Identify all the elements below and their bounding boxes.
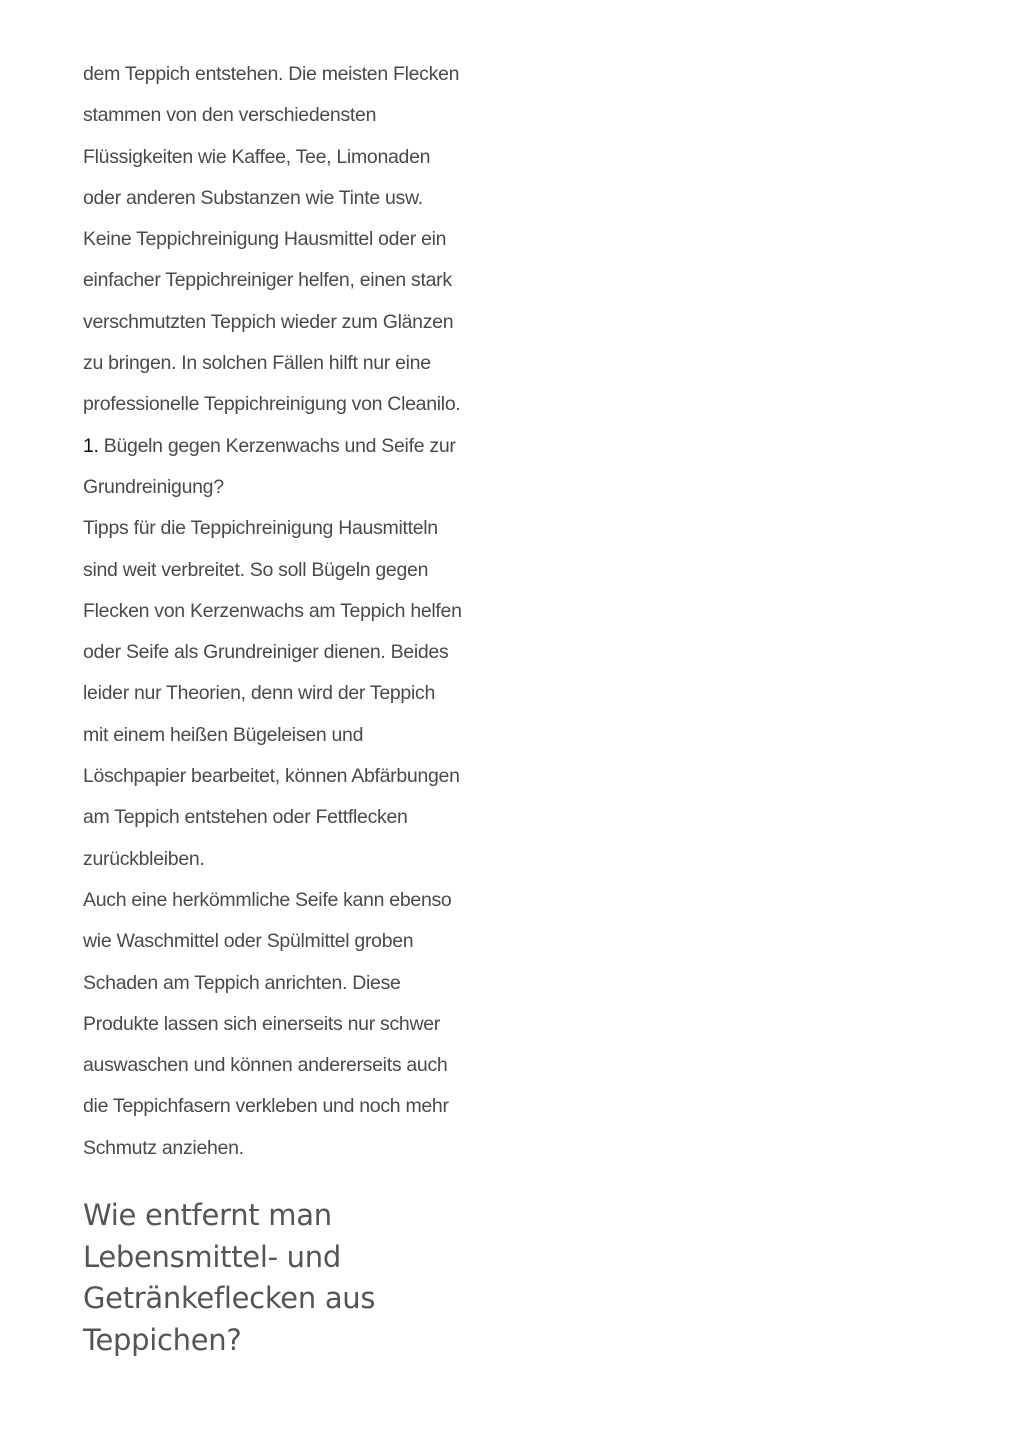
text-line: verschmutzten Teppich wieder zum Glänzen bbox=[83, 310, 454, 333]
text-line: einfacher Teppichreiniger helfen, einen stark bbox=[83, 269, 452, 292]
article-body bbox=[83, 54, 503, 1385]
text-line: Schaden am Teppich anrichten. Diese bbox=[83, 971, 401, 994]
text-line: zurückbleiben. bbox=[83, 847, 205, 870]
text-line: wie Waschmittel oder Spülmittel groben bbox=[83, 930, 414, 953]
text-line: Schmutz anziehen. bbox=[83, 1136, 244, 1159]
text-line: Auch eine herkömmliche Seife kann ebenso bbox=[83, 888, 452, 911]
list-item bbox=[83, 426, 503, 509]
text-line: stammen von den verschiedensten bbox=[83, 104, 377, 127]
text-line: mit einem heißen Bügeleisen und bbox=[83, 723, 364, 746]
text-line: Tipps für die Teppichreinigung Hausmitteln bbox=[83, 517, 438, 540]
text-line: Flecken von Kerzenwachs am Teppich helfen bbox=[83, 599, 462, 622]
heading-line: Teppichen? bbox=[83, 1322, 242, 1357]
text-line: die Teppichfasern verkleben und noch mehr bbox=[83, 1095, 449, 1118]
text-line: auswaschen und können andererseits auch bbox=[83, 1054, 448, 1077]
text-line: Produkte lassen sich einerseits nur schwer bbox=[83, 1012, 440, 1035]
text-line: Keine Teppichreinigung Hausmittel oder ein bbox=[83, 228, 447, 251]
heading-line: Lebensmittel- und bbox=[83, 1239, 341, 1274]
section-heading bbox=[83, 1195, 503, 1361]
text-line: sind weit verbreitet. So soll Bügeln gegen bbox=[83, 558, 429, 581]
text-line: leider nur Theorien, denn wird der Teppich bbox=[83, 682, 435, 705]
list-number: 1. bbox=[83, 434, 99, 457]
text-line: oder Seife als Grundreiniger dienen. Beides bbox=[83, 641, 449, 664]
list-item-line bbox=[83, 426, 503, 467]
text-line: professionelle Teppichreinigung von Cleanilo. bbox=[83, 393, 461, 416]
paragraph-soap bbox=[83, 880, 503, 1169]
text-line: dem Teppich entstehen. Die meisten Flecken bbox=[83, 63, 460, 85]
list-item-text: Bügeln gegen Kerzenwachs und Seife zur bbox=[103, 434, 456, 457]
paragraph-tips bbox=[83, 508, 503, 880]
text-line: am Teppich entstehen oder Fettflecken bbox=[83, 806, 408, 829]
text-line: oder anderen Substanzen wie Tinte usw. bbox=[83, 186, 423, 209]
text-line: Löschpapier bearbeitet, können Abfärbungen bbox=[83, 765, 460, 788]
text-line: Flüssigkeiten wie Kaffee, Tee, Limonaden bbox=[83, 145, 431, 168]
list-item-line: Grundreinigung? bbox=[83, 475, 224, 498]
text-line: zu bringen. In solchen Fällen hilft nur eine bbox=[83, 352, 431, 375]
heading-line: Wie entfernt man bbox=[83, 1198, 332, 1233]
heading-line: Getränkeflecken aus bbox=[83, 1281, 376, 1316]
paragraph-intro bbox=[83, 54, 503, 426]
